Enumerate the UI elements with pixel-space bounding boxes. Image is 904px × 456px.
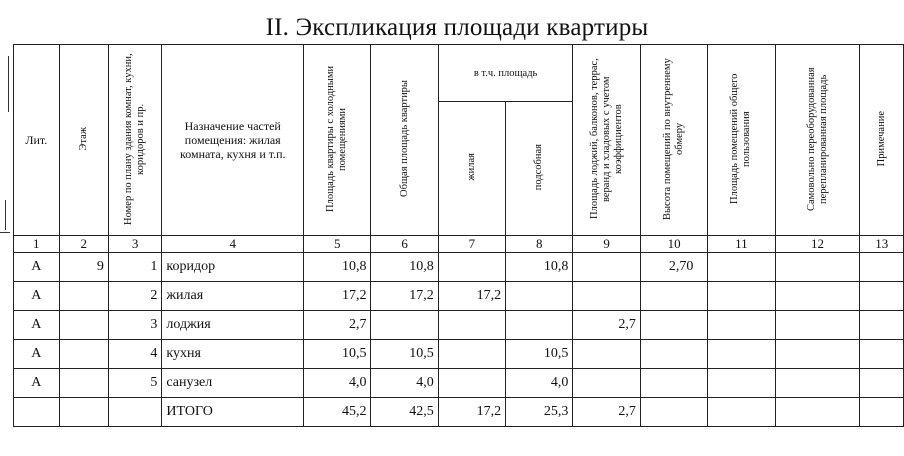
cell-area-with-aux: 17,2	[304, 282, 371, 311]
total-row	[14, 398, 904, 427]
cell-lit: А	[14, 369, 60, 398]
binding-mark	[5, 200, 6, 230]
cell-room-number: 2	[108, 282, 161, 311]
cell-loggia	[573, 369, 640, 398]
cell-total-area	[371, 311, 438, 340]
cell-auxiliary	[506, 282, 573, 311]
header-loggia-area: Площадь лоджий, балконов, террас, веранд и хладовых с учетом коэффициентов	[573, 45, 640, 236]
cell-total-area: 17,2	[371, 282, 438, 311]
cell-common	[708, 369, 775, 398]
header-including: в т.ч. площадь	[438, 45, 573, 102]
cell-total-area: 10,8	[371, 253, 438, 282]
header-room-number: Номер по плану здания комнат, кухни, коридоров и пр.	[108, 45, 161, 236]
cell-floor	[59, 398, 108, 427]
cell-living: 17,2	[438, 282, 505, 311]
cell-floor: 9	[59, 253, 108, 282]
cell-room-number: 4	[108, 340, 161, 369]
cell-floor	[59, 311, 108, 340]
cell-lit: А	[14, 340, 60, 369]
cell-common	[708, 340, 775, 369]
cell-room-name: лоджия	[162, 311, 304, 340]
page-title: II. Экспликация площади квартиры	[265, 14, 649, 41]
cell-auxiliary: 10,5	[506, 340, 573, 369]
cell-living: 17,2	[438, 398, 505, 427]
cell-loggia	[573, 282, 640, 311]
cell-height	[640, 369, 707, 398]
cell-loggia: 2,7	[573, 398, 640, 427]
cell-living	[438, 340, 505, 369]
cell-auxiliary	[506, 311, 573, 340]
header-total-area: Общая площадь квартиры	[371, 45, 438, 236]
col-number: 5	[304, 236, 371, 253]
cell-height	[640, 311, 707, 340]
cell-notes	[860, 398, 904, 427]
binding-mark	[0, 232, 10, 233]
cell-loggia	[573, 340, 640, 369]
header-notes: Примечание	[860, 45, 904, 236]
cell-floor	[59, 282, 108, 311]
cell-room-name: жилая	[162, 282, 304, 311]
header-living: жилая	[438, 102, 505, 236]
table-row	[14, 282, 904, 311]
cell-height	[640, 282, 707, 311]
col-number: 6	[371, 236, 438, 253]
cell-area-with-aux: 10,8	[304, 253, 371, 282]
col-number: 7	[438, 236, 505, 253]
cell-common	[708, 311, 775, 340]
cell-room-name: кухня	[162, 340, 304, 369]
cell-common	[708, 253, 775, 282]
cell-area-with-aux: 4,0	[304, 369, 371, 398]
cell-notes	[860, 282, 904, 311]
cell-auxiliary: 10,8	[506, 253, 573, 282]
cell-living	[438, 253, 505, 282]
col-number: 13	[860, 236, 904, 253]
cell-room-number: 1	[108, 253, 161, 282]
cell-total-area: 10,5	[371, 340, 438, 369]
cell-redeveloped	[775, 311, 860, 340]
col-number: 9	[573, 236, 640, 253]
cell-area-with-aux: 45,2	[304, 398, 371, 427]
cell-notes	[860, 253, 904, 282]
cell-height: 2,70	[640, 253, 707, 282]
cell-room-number: 5	[108, 369, 161, 398]
cell-floor	[59, 369, 108, 398]
table-row	[14, 253, 904, 282]
cell-room-name: санузел	[162, 369, 304, 398]
cell-lit: А	[14, 282, 60, 311]
cell-lit	[14, 398, 60, 427]
cell-total-label: ИТОГО	[162, 398, 304, 427]
cell-redeveloped	[775, 282, 860, 311]
binding-mark	[8, 56, 9, 112]
cell-loggia	[573, 253, 640, 282]
cell-redeveloped	[775, 369, 860, 398]
cell-total-area: 42,5	[371, 398, 438, 427]
header-redeveloped: Самовольно переоборудованная перепланированная площадь	[775, 45, 860, 236]
table-row	[14, 340, 904, 369]
header-auxiliary: подсобная	[506, 102, 573, 236]
cell-loggia: 2,7	[573, 311, 640, 340]
col-number: 10	[640, 236, 707, 253]
header-floor: Этаж	[59, 45, 108, 236]
cell-living	[438, 369, 505, 398]
header-lit: Лит.	[14, 45, 60, 236]
cell-floor	[59, 340, 108, 369]
cell-total-area: 4,0	[371, 369, 438, 398]
cell-common	[708, 282, 775, 311]
cell-area-with-aux: 10,5	[304, 340, 371, 369]
table-row	[14, 369, 904, 398]
cell-room-number: 3	[108, 311, 161, 340]
cell-area-with-aux: 2,7	[304, 311, 371, 340]
cell-notes	[860, 340, 904, 369]
cell-redeveloped	[775, 340, 860, 369]
header-common-area: Площадь помещений общего пользования	[708, 45, 775, 236]
cell-height	[640, 398, 707, 427]
cell-room-name: коридор	[162, 253, 304, 282]
cell-redeveloped	[775, 398, 860, 427]
header-height: Высота помещений по внутреннему обмеру	[640, 45, 707, 236]
cell-room-number	[108, 398, 161, 427]
cell-lit: А	[14, 253, 60, 282]
cell-common	[708, 398, 775, 427]
col-number: 11	[708, 236, 775, 253]
header-purpose: Назначение частей помещения: жилая комната, кухня и т.п.	[162, 45, 304, 236]
col-number: 4	[162, 236, 304, 253]
cell-notes	[860, 369, 904, 398]
cell-redeveloped	[775, 253, 860, 282]
table-row	[14, 311, 904, 340]
explication-table	[13, 44, 904, 427]
col-number: 12	[775, 236, 860, 253]
cell-height	[640, 340, 707, 369]
cell-lit: А	[14, 311, 60, 340]
col-number: 3	[108, 236, 161, 253]
col-number: 8	[506, 236, 573, 253]
cell-auxiliary: 4,0	[506, 369, 573, 398]
cell-living	[438, 311, 505, 340]
cell-auxiliary: 25,3	[506, 398, 573, 427]
header-area-with-aux: Площадь квартиры с холодными помещениями	[304, 45, 371, 236]
cell-notes	[860, 311, 904, 340]
col-number: 1	[14, 236, 60, 253]
column-numbers-row	[14, 236, 904, 253]
col-number: 2	[59, 236, 108, 253]
